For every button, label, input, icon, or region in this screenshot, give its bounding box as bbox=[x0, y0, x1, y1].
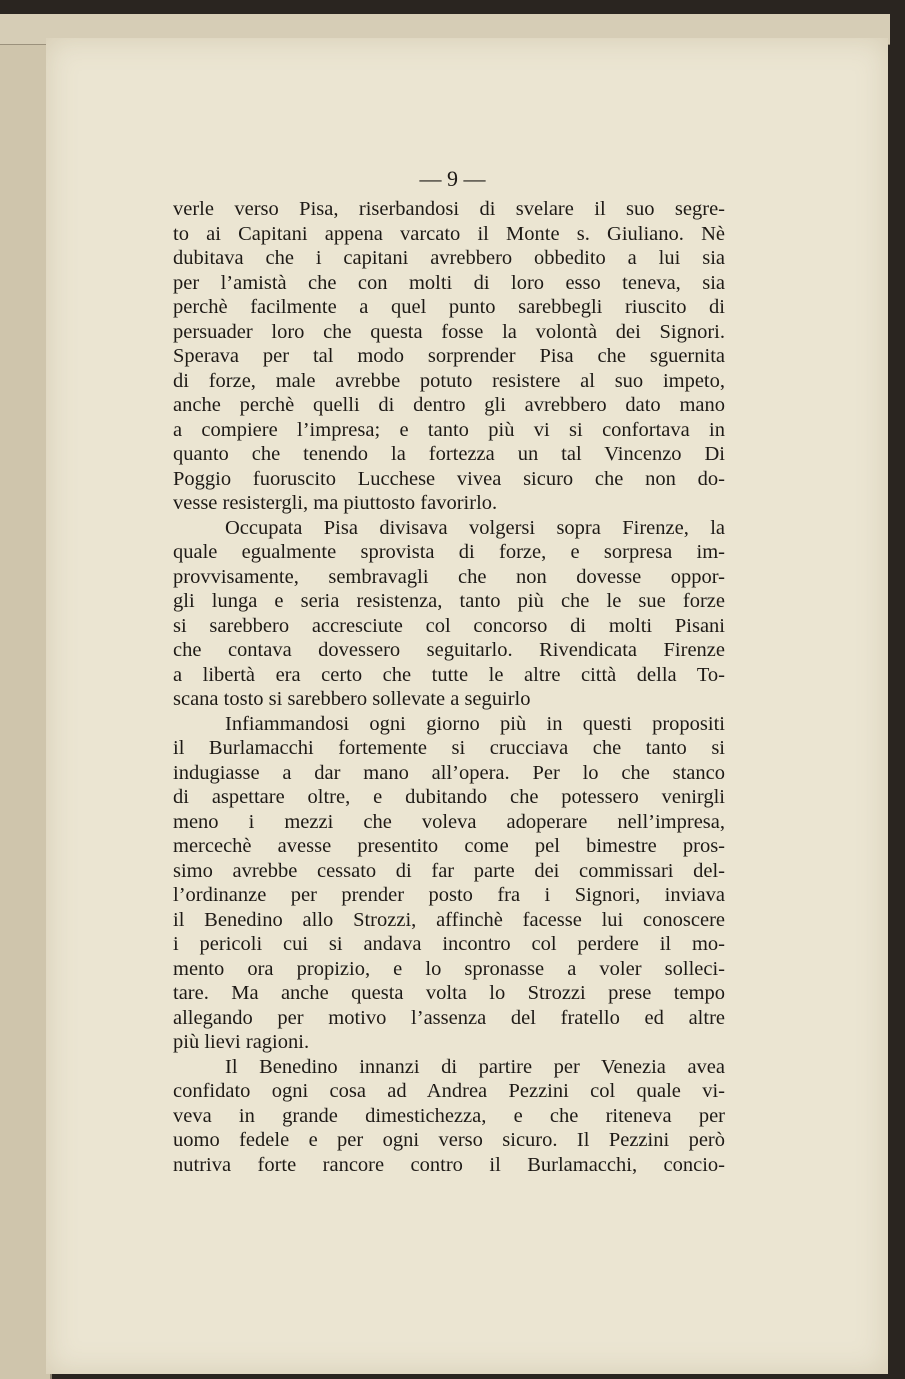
text-line: mercechè avesse presentito come pel bimestre pros- bbox=[173, 835, 725, 857]
text-line: gli lunga e seria resistenza, tanto più che le sue forze bbox=[173, 590, 725, 612]
previous-page-edge bbox=[0, 18, 52, 1379]
body-text bbox=[173, 197, 725, 1177]
text-line: il Burlamacchi fortemente si crucciava che tanto si bbox=[173, 737, 725, 759]
text-line: verle verso Pisa, riserbandosi di svelare il suo segre- bbox=[173, 198, 725, 220]
text-line: quanto che tenendo la fortezza un tal Vincenzo Di bbox=[173, 443, 725, 465]
text-line: l’ordinanze per prender posto fra i Signori, inviava bbox=[173, 884, 725, 906]
text-line: il Benedino allo Strozzi, affinchè facesse lui conoscere bbox=[173, 908, 725, 931]
text-line: persuader loro che questa fosse la volontà dei Signori. bbox=[173, 320, 725, 343]
text-line: Poggio fuoruscito Lucchese vivea sicuro che non do- bbox=[173, 467, 725, 490]
text-line: quale egualmente sprovista di forze, e sorpresa im- bbox=[173, 541, 725, 563]
text-line: confidato ogni cosa ad Andrea Pezzini col quale vi- bbox=[173, 1080, 725, 1102]
text-line: indugiasse a dar mano all’opera. Per lo che stanco bbox=[173, 761, 725, 784]
text-line: Il Benedino innanzi di partire per Venezia avea bbox=[225, 1055, 725, 1078]
text-line: Occupata Pisa divisava volgersi sopra Firenze, la bbox=[225, 516, 725, 539]
text-line: i pericoli cui si andava incontro col perdere il mo- bbox=[173, 933, 725, 955]
text-line: Infiammandosi ogni giorno più in questi propositi bbox=[225, 712, 725, 735]
text-line: si sarebbero accresciute col concorso di molti Pisani bbox=[173, 614, 725, 637]
text-line: provvisamente, sembravagli che non dovesse oppor- bbox=[173, 565, 725, 588]
text-line: Sperava per tal modo sorprender Pisa che sguernita bbox=[173, 345, 725, 367]
text-line: allegando per motivo l’assenza del fratello ed altre bbox=[173, 1006, 725, 1029]
text-line: dubitava che i capitani avrebbero obbedito a lui sia bbox=[173, 247, 725, 269]
text-line: to ai Capitani appena varcato il Monte s. Giuliano. Nè bbox=[173, 222, 725, 245]
text-line: di forze, male avrebbe potuto resistere al suo impeto, bbox=[173, 369, 725, 392]
text-line: a compiere l’impresa; e tanto più vi si confortava in bbox=[173, 418, 725, 441]
text-line: a libertà era certo che tutte le altre città della To- bbox=[173, 663, 725, 686]
text-line: di aspettare oltre, e dubitando che potessero venirgli bbox=[173, 786, 725, 808]
text-line: perchè facilmente a quel punto sarebbegli riuscito di bbox=[173, 296, 725, 318]
text-line: uomo fedele e per ogni verso sicuro. Il Pezzini però bbox=[173, 1129, 725, 1151]
text-line: più lievi ragioni. bbox=[173, 1031, 310, 1053]
text-line: simo avrebbe cessato di far parte dei commissari del- bbox=[173, 859, 725, 882]
text-line: che contava dovessero seguitarlo. Rivendicata Firenze bbox=[173, 639, 725, 661]
text-line: nutriva forte rancore contro il Burlamacchi, concio- bbox=[173, 1153, 725, 1176]
text-line: vesse resistergli, ma piuttosto favorirlo. bbox=[173, 492, 498, 514]
text-line: per l’amistà che con molti di loro esso teneva, sia bbox=[173, 271, 725, 294]
text-line: mento ora propizio, e lo spronasse a voler solleci- bbox=[173, 957, 725, 980]
text-line: anche perchè quelli di dentro gli avrebbero dato mano bbox=[173, 394, 725, 416]
text-line: meno i mezzi che voleva adoperare nell’impresa, bbox=[173, 810, 725, 833]
page-number: — 9 — bbox=[419, 166, 486, 191]
text-line: veva in grande dimestichezza, e che riteneva per bbox=[173, 1104, 725, 1127]
text-line: scana tosto si sarebbero sollevate a seguirlo bbox=[173, 688, 531, 710]
text-line: tare. Ma anche questa volta lo Strozzi prese tempo bbox=[173, 982, 725, 1004]
